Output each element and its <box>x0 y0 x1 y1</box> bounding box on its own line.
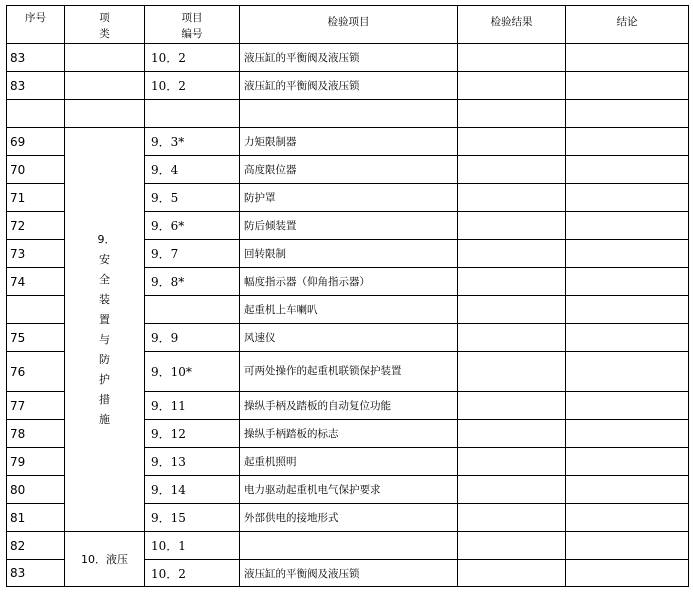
cell-item: 力矩限制器 <box>240 128 458 156</box>
cell-code: 9．8* <box>145 268 240 296</box>
cell-result <box>458 392 566 420</box>
cell-code <box>145 296 240 324</box>
cell-result <box>458 44 566 72</box>
cell-conclusion <box>566 268 689 296</box>
cell-item: 电力驱动起重机电气保护要求 <box>240 476 458 504</box>
cell-item <box>240 100 458 128</box>
inspection-table <box>6 5 689 587</box>
header-row <box>7 6 689 44</box>
cell-item: 可两处操作的起重机联锁保护装置 <box>240 352 458 392</box>
cell-result <box>458 156 566 184</box>
cell-code <box>145 100 240 128</box>
cell-code: 9．12 <box>145 420 240 448</box>
table-row <box>7 44 689 72</box>
cell-result <box>458 268 566 296</box>
cell-code: 9．11 <box>145 392 240 420</box>
cell-item: 高度限位器 <box>240 156 458 184</box>
category-label: 9．安全装置与防护措施 <box>97 232 116 426</box>
cell-result <box>458 212 566 240</box>
cell-seq: 69 <box>7 128 65 156</box>
header-code <box>145 6 240 44</box>
cell-seq: 83 <box>7 44 65 72</box>
cell-conclusion <box>566 184 689 212</box>
cell-seq: 70 <box>7 156 65 184</box>
cell-result <box>458 476 566 504</box>
cell-code: 9．15 <box>145 504 240 532</box>
cell-seq: 77 <box>7 392 65 420</box>
cell-result <box>458 324 566 352</box>
cell-conclusion <box>566 504 689 532</box>
table-row <box>7 532 689 560</box>
cell-conclusion <box>566 420 689 448</box>
cell-seq: 74 <box>7 268 65 296</box>
cell-conclusion <box>566 212 689 240</box>
cell-conclusion <box>566 128 689 156</box>
cell-code: 10．2 <box>145 72 240 100</box>
cell-code: 9．5 <box>145 184 240 212</box>
cell-result <box>458 128 566 156</box>
table-row <box>7 128 689 156</box>
cell-item: 液压缸的平衡阀及液压锁 <box>240 44 458 72</box>
header-seq: 序号 <box>7 6 65 44</box>
cell-code: 9．7 <box>145 240 240 268</box>
cell-item: 操纵手柄及踏板的自动复位功能 <box>240 392 458 420</box>
cell-result <box>458 448 566 476</box>
cell-category <box>65 44 145 72</box>
cell-seq: 71 <box>7 184 65 212</box>
cell-code: 9．9 <box>145 324 240 352</box>
cell-conclusion <box>566 560 689 587</box>
cell-result <box>458 352 566 392</box>
cell-item: 操纵手柄踏板的标志 <box>240 420 458 448</box>
cell-result <box>458 100 566 128</box>
cell-code: 10．2 <box>145 560 240 587</box>
cell-code: 10．1 <box>145 532 240 560</box>
header-code-line2: 编号 <box>181 28 203 40</box>
cell-seq <box>7 296 65 324</box>
cell-result <box>458 532 566 560</box>
cell-conclusion <box>566 324 689 352</box>
cell-conclusion <box>566 72 689 100</box>
category-hydraulic <box>65 532 145 587</box>
cell-seq: 73 <box>7 240 65 268</box>
cell-result <box>458 184 566 212</box>
cell-item: 起重机上车喇叭 <box>240 296 458 324</box>
cell-conclusion <box>566 44 689 72</box>
cell-seq: 75 <box>7 324 65 352</box>
cell-conclusion <box>566 476 689 504</box>
cell-item: 风速仪 <box>240 324 458 352</box>
cell-seq: 78 <box>7 420 65 448</box>
cell-conclusion <box>566 392 689 420</box>
header-code-line1: 项目 <box>181 12 203 24</box>
category-safety-devices <box>65 128 145 532</box>
cell-conclusion <box>566 296 689 324</box>
header-item: 检验项目 <box>240 6 458 44</box>
cell-seq: 80 <box>7 476 65 504</box>
cell-result <box>458 296 566 324</box>
cell-category <box>65 100 145 128</box>
cell-item: 液压缸的平衡阀及液压锁 <box>240 560 458 587</box>
cell-code: 9．3* <box>145 128 240 156</box>
cell-item: 防后倾装置 <box>240 212 458 240</box>
cell-item: 回转限制 <box>240 240 458 268</box>
cell-item: 起重机照明 <box>240 448 458 476</box>
cell-code: 9．14 <box>145 476 240 504</box>
cell-result <box>458 72 566 100</box>
cell-item: 防护罩 <box>240 184 458 212</box>
cell-result <box>458 420 566 448</box>
cell-conclusion <box>566 448 689 476</box>
cell-code: 9．13 <box>145 448 240 476</box>
cell-item <box>240 532 458 560</box>
cell-seq: 81 <box>7 504 65 532</box>
table-row-empty <box>7 100 689 128</box>
cell-code: 9．4 <box>145 156 240 184</box>
cell-seq: 82 <box>7 532 65 560</box>
cell-item: 液压缸的平衡阀及液压锁 <box>240 72 458 100</box>
cell-item: 幅度指示器（仰角指示器） <box>240 268 458 296</box>
cell-seq: 76 <box>7 352 65 392</box>
cell-conclusion <box>566 100 689 128</box>
cell-category <box>65 72 145 100</box>
cell-seq: 83 <box>7 72 65 100</box>
header-category: 项 类 <box>65 6 145 44</box>
cell-seq: 72 <box>7 212 65 240</box>
cell-conclusion <box>566 156 689 184</box>
category-label: 10．液压 <box>81 553 128 566</box>
cell-seq: 83 <box>7 560 65 587</box>
cell-conclusion <box>566 352 689 392</box>
cell-conclusion <box>566 240 689 268</box>
cell-seq <box>7 100 65 128</box>
cell-result <box>458 560 566 587</box>
cell-result <box>458 240 566 268</box>
cell-result <box>458 504 566 532</box>
header-conclusion: 结论 <box>566 6 689 44</box>
cell-code: 9．10* <box>145 352 240 392</box>
header-result: 检验结果 <box>458 6 566 44</box>
table-row <box>7 72 689 100</box>
cell-code: 9．6* <box>145 212 240 240</box>
cell-item: 外部供电的接地形式 <box>240 504 458 532</box>
cell-seq: 79 <box>7 448 65 476</box>
cell-conclusion <box>566 532 689 560</box>
cell-code: 10．2 <box>145 44 240 72</box>
